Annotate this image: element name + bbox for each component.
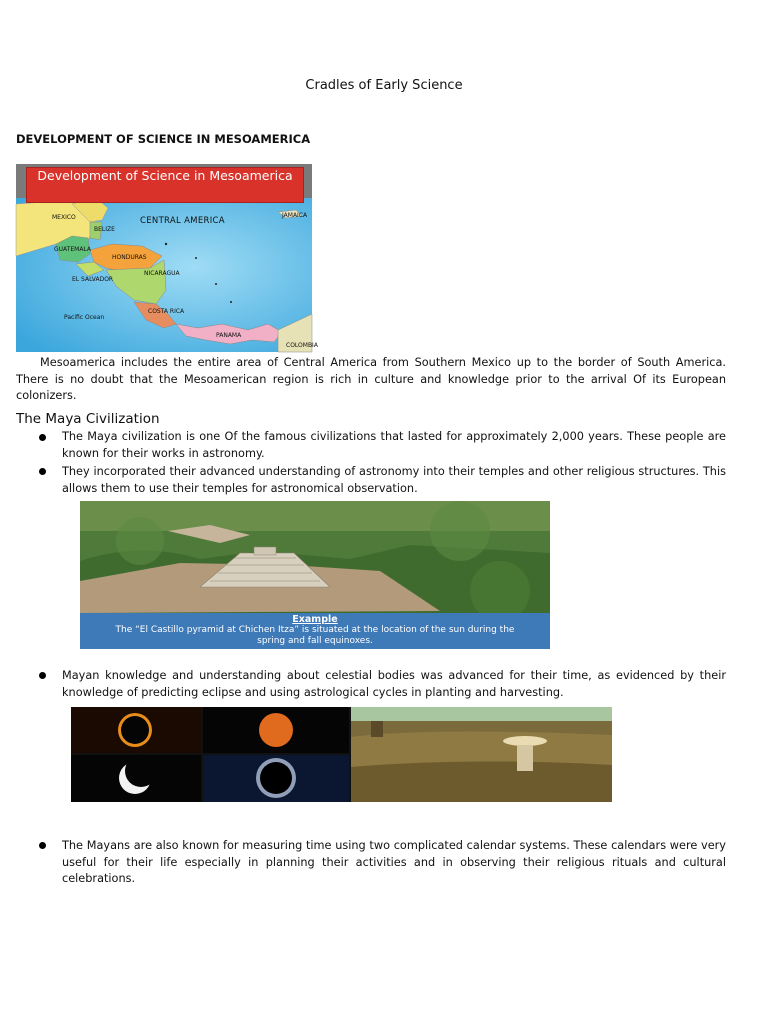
bullet-icon — [39, 468, 46, 475]
subheading-maya: The Maya Civilization — [16, 411, 160, 427]
red-moon-icon — [259, 713, 293, 747]
map-label-mexico: MEXICO — [52, 214, 76, 221]
bullet-item-1: The Maya civilization is one Of the famous civilizations that lasted for approximately 2,000 years. These people are known for their works in astronomy. — [62, 430, 726, 460]
document-title: Cradles of Early Science — [305, 78, 463, 93]
map-label-honduras: HONDURAS — [112, 254, 147, 261]
map-label-guatemala: GUATEMALA — [54, 246, 92, 253]
example-label: Example — [292, 614, 338, 625]
map-label-jamaica: JAMAICA — [282, 212, 308, 219]
map-label-pacific-ocean: Pacific Ocean — [64, 314, 105, 321]
mesoamerica-map-figure — [16, 164, 318, 352]
map-label-central-america: CENTRAL AMERICA — [140, 216, 225, 226]
map-label-colombia: COLOMBIA — [286, 342, 318, 349]
map-label-costa-rica: COSTA RICA — [148, 308, 185, 315]
eclipse-harvest-figure — [71, 707, 612, 802]
map-label-panama: PANAMA — [216, 332, 242, 339]
straw-hat-icon — [503, 736, 547, 746]
section-heading: DEVELOPMENT OF SCIENCE IN MESOAMERICA — [16, 132, 311, 146]
pyramid-caption-box — [80, 613, 550, 649]
map-label-nicaragua: NICARAGUA — [144, 270, 180, 277]
bullet-item-4: The Mayans are also known for measuring time using two complicated calendar systems. These calendars were very useful for their life especially in planning their activities and in observing their religious rituals and cultural celebrations. — [62, 839, 726, 885]
eclipse-photos — [71, 707, 612, 802]
map-banner: Development of Science in Mesoamerica — [26, 167, 304, 203]
map-label-belize: BELIZE — [94, 226, 115, 233]
intro-paragraph: Mesoamerica includes the entire area of Central America from Southern Mexico up to the border of South America. There is no doubt that the Mesoamerican region is rich in culture and knowledge prior to the arrival Of its European colonizers. — [16, 356, 726, 402]
el-castillo-figure — [80, 501, 550, 649]
map-label-el-salvador: EL SALVADOR — [72, 276, 114, 283]
bullet-icon — [39, 434, 46, 441]
bullet-icon — [39, 672, 46, 679]
bullet-icon — [39, 842, 46, 849]
bullet-item-3: Mayan knowledge and understanding about celestial bodies was advanced for their time, as evidenced by their knowledge of predicting eclipse and using astrological cycles in planting and harvesting. — [62, 669, 726, 699]
bullet-item-2: They incorporated their advanced understanding of astronomy into their temples and other religious structures. This allows them to use their temples for astronomical observation. — [62, 465, 726, 495]
pyramid-caption: The “El Castillo pyramid at Chichen Itza” is situated at the location of the sun during the spring and fall equinoxes. — [115, 625, 515, 646]
pyramid-photo — [80, 501, 550, 613]
